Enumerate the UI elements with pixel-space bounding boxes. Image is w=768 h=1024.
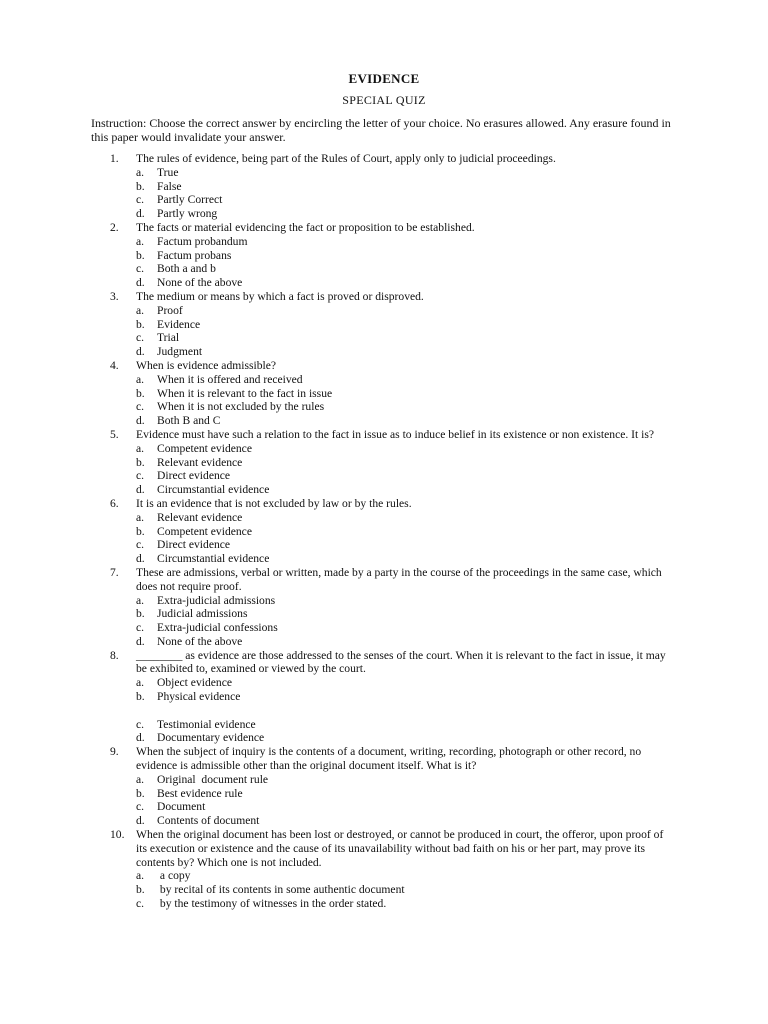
- option-letter[interactable]: a.: [136, 772, 145, 786]
- option-letter[interactable]: c.: [136, 262, 145, 276]
- option-text: Partly wrong: [157, 207, 218, 221]
- option-text: Evidence: [157, 317, 201, 331]
- answer-option[interactable]: [136, 262, 675, 276]
- option-text: When it is not excluded by the rules: [157, 400, 325, 414]
- option-letter[interactable]: b.: [136, 524, 145, 538]
- option-text: True: [157, 165, 179, 179]
- question-number: 6.: [110, 496, 119, 510]
- answer-option[interactable]: [136, 456, 675, 470]
- question-item: [110, 497, 675, 566]
- answer-option[interactable]: [136, 635, 675, 649]
- question-item: [110, 152, 675, 221]
- option-list: [136, 373, 675, 428]
- option-text: Judicial admissions: [157, 607, 248, 621]
- option-text: a copy: [157, 869, 191, 883]
- question-text: When is evidence admissible?: [136, 358, 277, 372]
- question-text: The facts or material evidencing the fact or proposition to be established.: [136, 220, 475, 234]
- answer-option[interactable]: [136, 331, 675, 345]
- option-letter[interactable]: d.: [136, 414, 145, 428]
- option-letter[interactable]: a.: [136, 676, 145, 690]
- answer-option[interactable]: [136, 180, 675, 194]
- option-text: Partly Correct: [157, 193, 223, 207]
- option-list: [136, 166, 675, 221]
- answer-option[interactable]: [136, 249, 675, 263]
- option-letter[interactable]: a.: [136, 869, 145, 883]
- option-text: Both a and b: [157, 262, 216, 276]
- option-text: Direct evidence: [157, 538, 231, 552]
- answer-option[interactable]: [136, 897, 675, 911]
- answer-option[interactable]: [136, 345, 675, 359]
- option-letter[interactable]: a.: [136, 372, 145, 386]
- option-text: Competent evidence: [157, 524, 252, 538]
- option-letter[interactable]: c.: [136, 717, 145, 731]
- option-letter[interactable]: a.: [136, 303, 145, 317]
- option-letter[interactable]: a.: [136, 510, 145, 524]
- answer-option[interactable]: [136, 414, 675, 428]
- question-list: [110, 152, 675, 911]
- option-letter[interactable]: a.: [136, 234, 145, 248]
- option-letter[interactable]: d.: [136, 814, 145, 828]
- option-list: [136, 235, 675, 290]
- answer-option[interactable]: [136, 869, 675, 883]
- option-text: Circumstantial evidence: [157, 483, 270, 497]
- question-text: Evidence must have such a relation to the fact in issue as to induce belief in its existence or non existence. It is?: [136, 427, 655, 441]
- option-letter[interactable]: b.: [136, 179, 145, 193]
- question-number: 10.: [110, 828, 125, 842]
- document-title: EVIDENCE: [348, 71, 420, 86]
- question-text: It is an evidence that is not excluded by law or by the rules.: [136, 496, 412, 510]
- option-text: False: [157, 179, 182, 193]
- answer-option[interactable]: [136, 373, 675, 387]
- answer-option[interactable]: [136, 621, 675, 635]
- option-text: Document: [157, 800, 206, 814]
- option-text: Relevant evidence: [157, 510, 243, 524]
- question-text: ________ as evidence are those addressed to the senses of the court. When it is relevant to the fact in issue, it may be exhibited to, examined or viewed by the court.: [136, 648, 666, 676]
- option-letter[interactable]: a.: [136, 165, 145, 179]
- question-text: When the original document has been lost or destroyed, or cannot be produced in court, the offeror, upon proof of its execution or existence and the cause of its unavailability without bad faith on his or her part, may prove its contents by? Which one is not included.: [136, 828, 664, 869]
- question-number: 1.: [110, 152, 119, 165]
- answer-option[interactable]: [136, 718, 675, 732]
- question-number: 2.: [110, 220, 119, 234]
- option-letter[interactable]: b.: [136, 883, 145, 897]
- answer-option[interactable]: [136, 676, 675, 690]
- question-number: 7.: [110, 565, 119, 579]
- option-letter[interactable]: b.: [136, 386, 145, 400]
- option-text: by recital of its contents in some authentic document: [157, 883, 405, 897]
- option-letter[interactable]: d.: [136, 207, 145, 221]
- option-list: [136, 511, 675, 566]
- option-letter[interactable]: d.: [136, 483, 145, 497]
- answer-option[interactable]: [136, 773, 675, 787]
- option-letter[interactable]: d.: [136, 634, 145, 648]
- question-text: These are admissions, verbal or written, made by a party in the course of the proceedings in the same case, which does not require proof.: [136, 565, 662, 593]
- answer-option[interactable]: [136, 442, 675, 456]
- question-text: The medium or means by which a fact is proved or disproved.: [136, 289, 424, 303]
- option-letter[interactable]: a.: [136, 441, 145, 455]
- option-text: Competent evidence: [157, 441, 252, 455]
- option-text: Both B and C: [157, 414, 221, 428]
- option-text: Physical evidence: [157, 690, 241, 704]
- option-text: Extra-judicial admissions: [157, 593, 276, 607]
- answer-option[interactable]: [136, 594, 675, 608]
- option-text: by the testimony of witnesses in the order stated.: [157, 897, 387, 911]
- answer-option[interactable]: [136, 538, 675, 552]
- option-letter[interactable]: a.: [136, 593, 145, 607]
- option-list: [136, 773, 675, 828]
- answer-option[interactable]: [136, 207, 675, 221]
- question-text: The rules of evidence, being part of the Rules of Court, apply only to judicial proceedings.: [136, 152, 556, 165]
- option-letter[interactable]: b.: [136, 248, 145, 262]
- answer-option[interactable]: [136, 607, 675, 621]
- question-number: 9.: [110, 745, 119, 759]
- option-list: [136, 869, 675, 910]
- option-letter[interactable]: b.: [136, 690, 145, 704]
- answer-option[interactable]: [136, 731, 675, 745]
- answer-option[interactable]: [136, 469, 675, 483]
- question-item: [110, 745, 675, 828]
- option-text: Extra-judicial confessions: [157, 621, 278, 635]
- option-letter[interactable]: b.: [136, 786, 145, 800]
- option-text: Original document rule: [157, 772, 269, 786]
- option-text: Trial: [157, 331, 180, 345]
- answer-option[interactable]: [136, 276, 675, 290]
- question-item: [110, 566, 675, 649]
- option-letter[interactable]: c.: [136, 193, 145, 207]
- question-number: 4.: [110, 358, 119, 372]
- document-subtitle: SPECIAL QUIZ: [342, 93, 426, 107]
- answer-option[interactable]: [136, 304, 675, 318]
- option-list: [136, 676, 675, 745]
- option-letter[interactable]: c.: [136, 469, 145, 483]
- answer-option[interactable]: [136, 552, 675, 566]
- instruction-text: Instruction: Choose the correct answer by encircling the letter of your choice. No erasures allowed. Any erasure found in this paper would invalidate your answer.: [91, 116, 671, 144]
- option-letter[interactable]: b.: [136, 455, 145, 469]
- option-text: When it is relevant to the fact in issue: [157, 386, 333, 400]
- answer-option[interactable]: [136, 800, 675, 814]
- answer-option[interactable]: [136, 166, 675, 180]
- option-text: Direct evidence: [157, 469, 231, 483]
- question-number: 3.: [110, 289, 119, 303]
- question-item: [110, 828, 675, 911]
- option-letter[interactable]: c.: [136, 897, 145, 911]
- option-text: Documentary evidence: [157, 731, 265, 745]
- question-item: [110, 290, 675, 359]
- option-letter[interactable]: c.: [136, 621, 145, 635]
- answer-option[interactable]: [136, 814, 675, 828]
- answer-option[interactable]: [136, 400, 675, 414]
- option-letter[interactable]: d.: [136, 731, 145, 745]
- answer-option[interactable]: [136, 483, 675, 497]
- option-letter[interactable]: b.: [136, 317, 145, 331]
- answer-option[interactable]: [136, 883, 675, 897]
- option-text: Best evidence rule: [157, 786, 243, 800]
- option-letter[interactable]: c.: [136, 800, 145, 814]
- option-text: Factum probandum: [157, 234, 248, 248]
- option-text: Proof: [157, 303, 183, 317]
- blank-line: [136, 704, 675, 718]
- answer-option[interactable]: [136, 387, 675, 401]
- answer-option[interactable]: [136, 511, 675, 525]
- option-letter[interactable]: d.: [136, 552, 145, 566]
- option-text: Testimonial evidence: [157, 717, 256, 731]
- question-number: 5.: [110, 427, 119, 441]
- option-letter[interactable]: d.: [136, 276, 145, 290]
- answer-option[interactable]: [136, 525, 675, 539]
- option-list: [136, 304, 675, 359]
- option-list: [136, 442, 675, 497]
- option-letter[interactable]: c.: [136, 331, 145, 345]
- option-text: Factum probans: [157, 248, 232, 262]
- question-item: [110, 428, 675, 497]
- question-number: 8.: [110, 648, 119, 662]
- question-item: [110, 359, 675, 428]
- question-text: When the subject of inquiry is the contents of a document, writing, recording, photograph or other record, no evidence is admissible other than the original document itself. What is it?: [136, 745, 642, 773]
- option-text: None of the above: [157, 276, 243, 290]
- option-letter[interactable]: c.: [136, 400, 145, 414]
- option-letter[interactable]: b.: [136, 607, 145, 621]
- answer-option[interactable]: [136, 690, 675, 704]
- option-text: When it is offered and received: [157, 372, 303, 386]
- option-text: Object evidence: [157, 676, 232, 690]
- option-text: Contents of document: [157, 814, 260, 828]
- option-letter[interactable]: d.: [136, 345, 145, 359]
- answer-option[interactable]: [136, 193, 675, 207]
- option-list: [136, 594, 675, 649]
- answer-option[interactable]: [136, 787, 675, 801]
- answer-option[interactable]: [136, 235, 675, 249]
- option-text: Circumstantial evidence: [157, 552, 270, 566]
- option-letter[interactable]: c.: [136, 538, 145, 552]
- answer-option[interactable]: [136, 318, 675, 332]
- question-item: [110, 221, 675, 290]
- option-text: Relevant evidence: [157, 455, 243, 469]
- option-text: Judgment: [157, 345, 203, 359]
- question-item: [110, 649, 675, 746]
- option-text: None of the above: [157, 634, 243, 648]
